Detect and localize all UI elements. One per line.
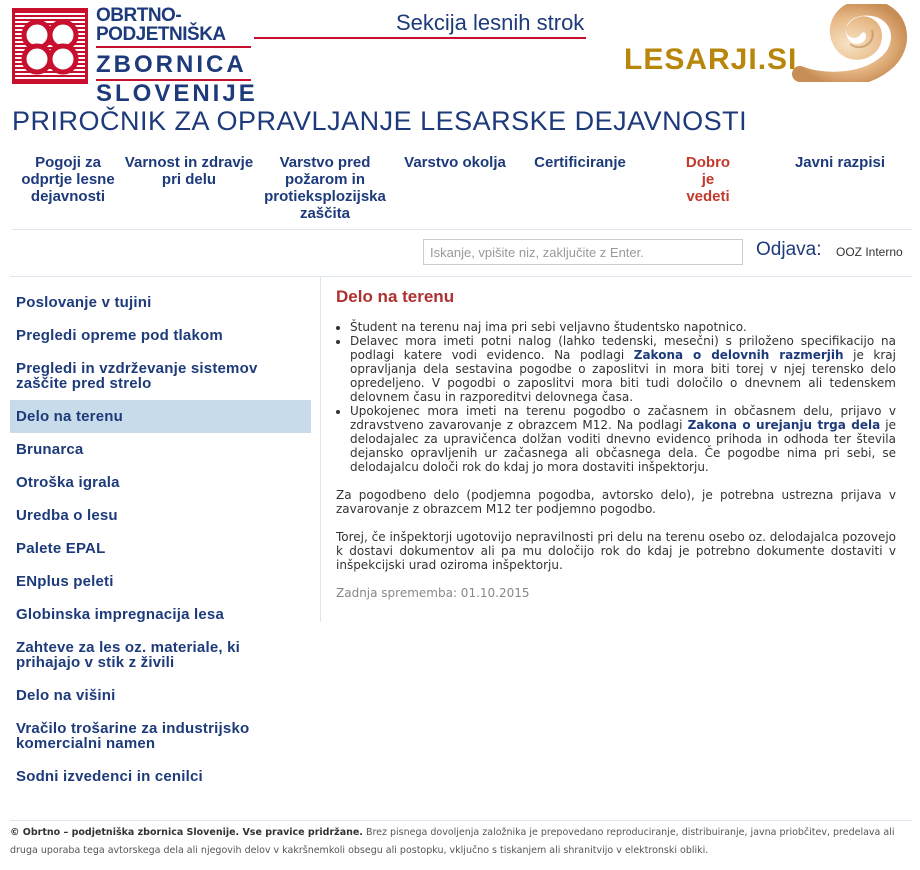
org-name-line2: ZBORNICA (96, 51, 247, 78)
list-item-text: Delavec mora imeti potni nalog (lahko tedenski, mesečni) s priloženo specifikacijo na podlagi katere vodi evidenco. Na podlagi (350, 334, 896, 362)
paragraph: Za pogodbeno delo (podjemna pogodba, avtorsko delo), je potrebna ustrezna prijava v zavarovanje z obrazcem M12 ter podjemno pogodbo. (336, 488, 896, 516)
nav-varnost[interactable]: Varnost in zdravje pri delu (124, 154, 254, 188)
list-item-text: Študent na terenu naj ima pri sebi veljavno študentsko napotnico. (350, 320, 747, 334)
footer (10, 824, 912, 860)
wood-shaving-icon (790, 4, 910, 82)
main-content (336, 287, 897, 600)
sidebar-item-trosarina[interactable]: Vračilo trošarine za industrijsko komercialni namen (16, 720, 250, 752)
last-updated: Zadnja sprememba: 01.10.2015 (336, 586, 530, 600)
sidebar-item-delo-na-terenu[interactable]: Delo na terenu (10, 400, 311, 433)
footer-notice: Brez pisnega dovoljenja založnika je prepovedano reproduciranje, distribuiranje, javna priobčitev, predelava ali druga uporaba tega avtorskega dela ali njegovih delov v kakršnemkoli obsegu ali postopku, vključno s tiskanjem ali shranitvijo v elektronski obliki. (10, 827, 895, 856)
sidebar-item-palete[interactable]: Palete EPAL (16, 540, 106, 557)
list-item (350, 334, 896, 404)
nav-pozar[interactable]: Varstvo pred požarom in protieksplozijska zaščita (264, 154, 386, 222)
content-heading: Delo na terenu (336, 287, 455, 306)
logout-link[interactable]: Odjava: (756, 239, 822, 260)
list-item-text: Upokojenec mora imeti na terenu pogodbo o začasnem in občasnem delu, prijavo v zdravstveno zavarovanje z obrazcem M12. Na podlagi (350, 404, 896, 432)
sidebar-item-visina[interactable]: Delo na višini (16, 687, 116, 704)
list-item (350, 320, 896, 334)
page-title: PRIROČNIK ZA OPRAVLJANJE LESARSKE DEJAVNOSTI (12, 106, 748, 136)
list-item-text: je kraj opravljanja dela sestavina pogodbe o zaposlitvi in mora biti torej v njej terensko delo opredeljeno. V pogodbi o zaposlitvi mora biti tudi določilo o dnevnem ali tedenskem delovnem času in razporeditvi delovnega časa. (350, 348, 896, 404)
site-header (0, 0, 920, 107)
law-link-delovna-razmerja[interactable]: Zakona o delovnih razmerjih (633, 348, 844, 362)
sidebar-item-strela[interactable]: Pregledi in vzdrževanje sistemov zaščite pred strelo (16, 360, 258, 392)
nav-certificiranje[interactable]: Certificiranje (534, 154, 626, 171)
column-divider (320, 276, 321, 622)
list-item (350, 404, 896, 474)
law-link-trg-dela[interactable]: Zakona o urejanju trga dela (687, 418, 881, 432)
user-name: OOZ Interno (836, 245, 903, 259)
brand-logo[interactable]: LESARJI.SI (624, 43, 798, 76)
sidebar-item-zivila[interactable]: Zahteve za les oz. materiale, ki prihajajo v stik z živili (16, 639, 241, 671)
ozs-logo-icon[interactable] (12, 8, 88, 84)
header-divider (254, 37, 586, 39)
nav-javni-razpisi[interactable]: Javni razpisi (794, 154, 886, 171)
footer-copyright: © Obrtno – podjetniška zbornica Slovenije. Vse pravice pridržane. (10, 827, 363, 838)
section-title: Sekcija lesnih strok (396, 10, 585, 35)
nav-dobro-je-vedeti[interactable]: Dobro je vedeti (685, 154, 731, 205)
org-name-line3: SLOVENIJE (96, 80, 258, 107)
sidebar-item-igrala[interactable]: Otroška igrala (16, 474, 120, 491)
list-item-text: je delodajalec za upravičenca dolžan voditi dnevno evidenco prihoda in odhoda ter števila dejansko opravljenih ur začasnega ali občasnega dela. Če pogodbe nima pri sebi, se delodajalcu določi rok do kdaj jo mora dostaviti inšpektorju. (350, 418, 897, 474)
divider (10, 820, 912, 821)
sidebar-item-brunarca[interactable]: Brunarca (16, 441, 84, 458)
sidebar-item-impregnacija[interactable]: Globinska impregnacija lesa (16, 606, 224, 623)
main-navigation (12, 154, 912, 230)
logo-circles-icon (15, 11, 85, 81)
nav-okolje[interactable]: Varstvo okolja (404, 154, 506, 171)
content-list (350, 320, 896, 474)
org-name-line1: OBRTNO-PODJETNIŠKA (96, 6, 251, 48)
sidebar-item-uredba[interactable]: Uredba o lesu (16, 507, 118, 524)
sidebar-item-izvedenci[interactable]: Sodni izvedenci in cenilci (16, 768, 203, 785)
divider (10, 276, 912, 277)
nav-pogoji[interactable]: Pogoji za odprtje lesne dejavnosti (21, 154, 115, 205)
org-name[interactable] (96, 5, 258, 107)
sidebar-item-peleti[interactable]: ENplus peleti (16, 573, 114, 590)
sidebar-item-pregledi-tlak[interactable]: Pregledi opreme pod tlakom (16, 327, 223, 344)
sidebar-item-poslovanje[interactable]: Poslovanje v tujini (16, 294, 152, 311)
sidebar (10, 286, 311, 793)
search-input[interactable] (423, 239, 743, 265)
paragraph: Torej, če inšpektorji ugotovijo nepravilnosti pri delu na terenu osebo oz. delodajalca pozovejo k dostavi dokumentov ali pa mu določijo rok do kdaj je potrebno dokumente dostaviti v inšpekcijski urad oziroma inšpektorju. (336, 530, 896, 572)
